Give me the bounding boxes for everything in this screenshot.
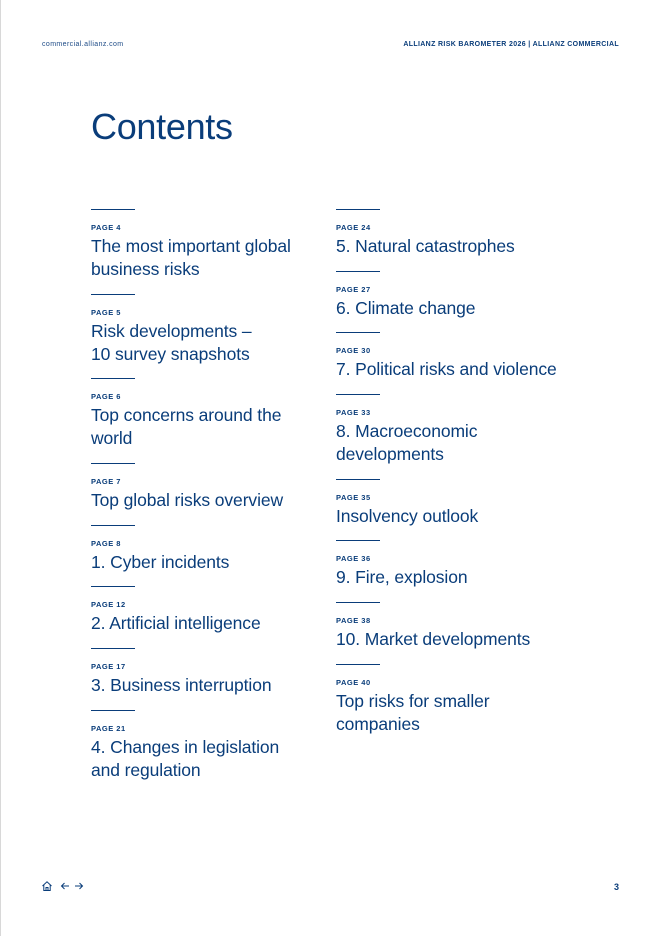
toc-divider (336, 479, 380, 480)
toc-entry-market[interactable] (336, 602, 571, 651)
page-title: Contents (91, 106, 233, 147)
toc-entry-insolvency[interactable] (336, 479, 571, 528)
toc-label: 6. Climate change (336, 298, 476, 318)
arrow-left-icon[interactable] (60, 881, 70, 891)
arrow-right-icon[interactable] (74, 881, 84, 891)
toc-label: 8. Macroeconomic developments (336, 421, 478, 464)
toc-label: 3. Business interruption (91, 675, 272, 695)
toc-divider (91, 378, 135, 379)
toc-entry-smaller-companies[interactable] (336, 664, 571, 736)
toc-divider (336, 664, 380, 665)
toc-divider (91, 525, 135, 526)
toc-page-ref: PAGE 33 (336, 408, 371, 417)
toc-divider (336, 394, 380, 395)
home-icon[interactable] (41, 880, 53, 892)
toc-divider (336, 209, 380, 210)
toc-divider (91, 586, 135, 587)
toc-page-ref: PAGE 24 (336, 223, 371, 232)
footer-navigation (41, 880, 84, 892)
toc-label: 9. Fire, explosion (336, 567, 468, 587)
toc-page-ref: PAGE 21 (91, 724, 126, 733)
toc-entry-climate[interactable] (336, 271, 571, 320)
toc-entry-natcat[interactable] (336, 209, 571, 258)
page-edge-rule (0, 0, 1, 936)
toc-label: 10. Market developments (336, 629, 531, 649)
document-title: ALLIANZ RISK BAROMETER 2026 | ALLIANZ COMMERCIAL (403, 41, 619, 48)
toc-page-ref: PAGE 36 (336, 554, 371, 563)
toc-page-ref: PAGE 5 (91, 308, 121, 317)
toc-divider (91, 648, 135, 649)
toc-page-ref: PAGE 40 (336, 678, 371, 687)
toc-divider (91, 463, 135, 464)
toc-entry-legislation[interactable] (91, 710, 326, 782)
toc-entry-global-risks[interactable] (91, 209, 326, 281)
toc-page-ref: PAGE 12 (91, 600, 126, 609)
toc-page-ref: PAGE 35 (336, 493, 371, 502)
toc-divider (336, 540, 380, 541)
toc-label: Top global risks overview (91, 490, 284, 510)
toc-label: Top concerns around the world (91, 405, 282, 448)
toc-entry-business-interruption[interactable] (91, 648, 326, 697)
toc-entry-macroeconomic[interactable] (336, 394, 571, 466)
toc-page-ref: PAGE 27 (336, 285, 371, 294)
toc-entry-risk-developments[interactable] (91, 294, 326, 366)
toc-divider (336, 602, 380, 603)
toc-label: Insolvency outlook (336, 506, 479, 526)
site-url[interactable]: commercial.allianz.com (42, 41, 124, 48)
toc-divider (336, 271, 380, 272)
toc-divider (336, 332, 380, 333)
toc-label: 7. Political risks and violence (336, 359, 557, 379)
toc-entry-fire[interactable] (336, 540, 571, 589)
toc-entry-ai[interactable] (91, 586, 326, 635)
toc-page-ref: PAGE 38 (336, 616, 371, 625)
toc-page-ref: PAGE 30 (336, 346, 371, 355)
toc-page-ref: PAGE 8 (91, 539, 121, 548)
toc-label: 2. Artificial intelligence (91, 613, 261, 633)
toc-entry-political[interactable] (336, 332, 571, 381)
toc-divider (91, 710, 135, 711)
toc-entry-top-concerns[interactable] (91, 378, 326, 450)
toc-label: 4. Changes in legislation and regulation (91, 737, 280, 780)
toc-page-ref: PAGE 6 (91, 392, 121, 401)
toc-page-ref: PAGE 4 (91, 223, 121, 232)
page-number: 3 (613, 882, 619, 892)
toc-page-ref: PAGE 7 (91, 477, 121, 486)
toc-label: Risk developments – 10 survey snapshots (91, 321, 252, 364)
toc-divider (91, 209, 135, 210)
toc-entry-global-overview[interactable] (91, 463, 326, 512)
toc-label: Top risks for smaller companies (336, 691, 490, 734)
toc-page-ref: PAGE 17 (91, 662, 126, 671)
toc-label: The most important global business risks (91, 236, 291, 279)
toc-entry-cyber[interactable] (91, 525, 326, 574)
toc-divider (91, 294, 135, 295)
toc-label: 5. Natural catastrophes (336, 236, 515, 256)
toc-label: 1. Cyber incidents (91, 552, 230, 572)
